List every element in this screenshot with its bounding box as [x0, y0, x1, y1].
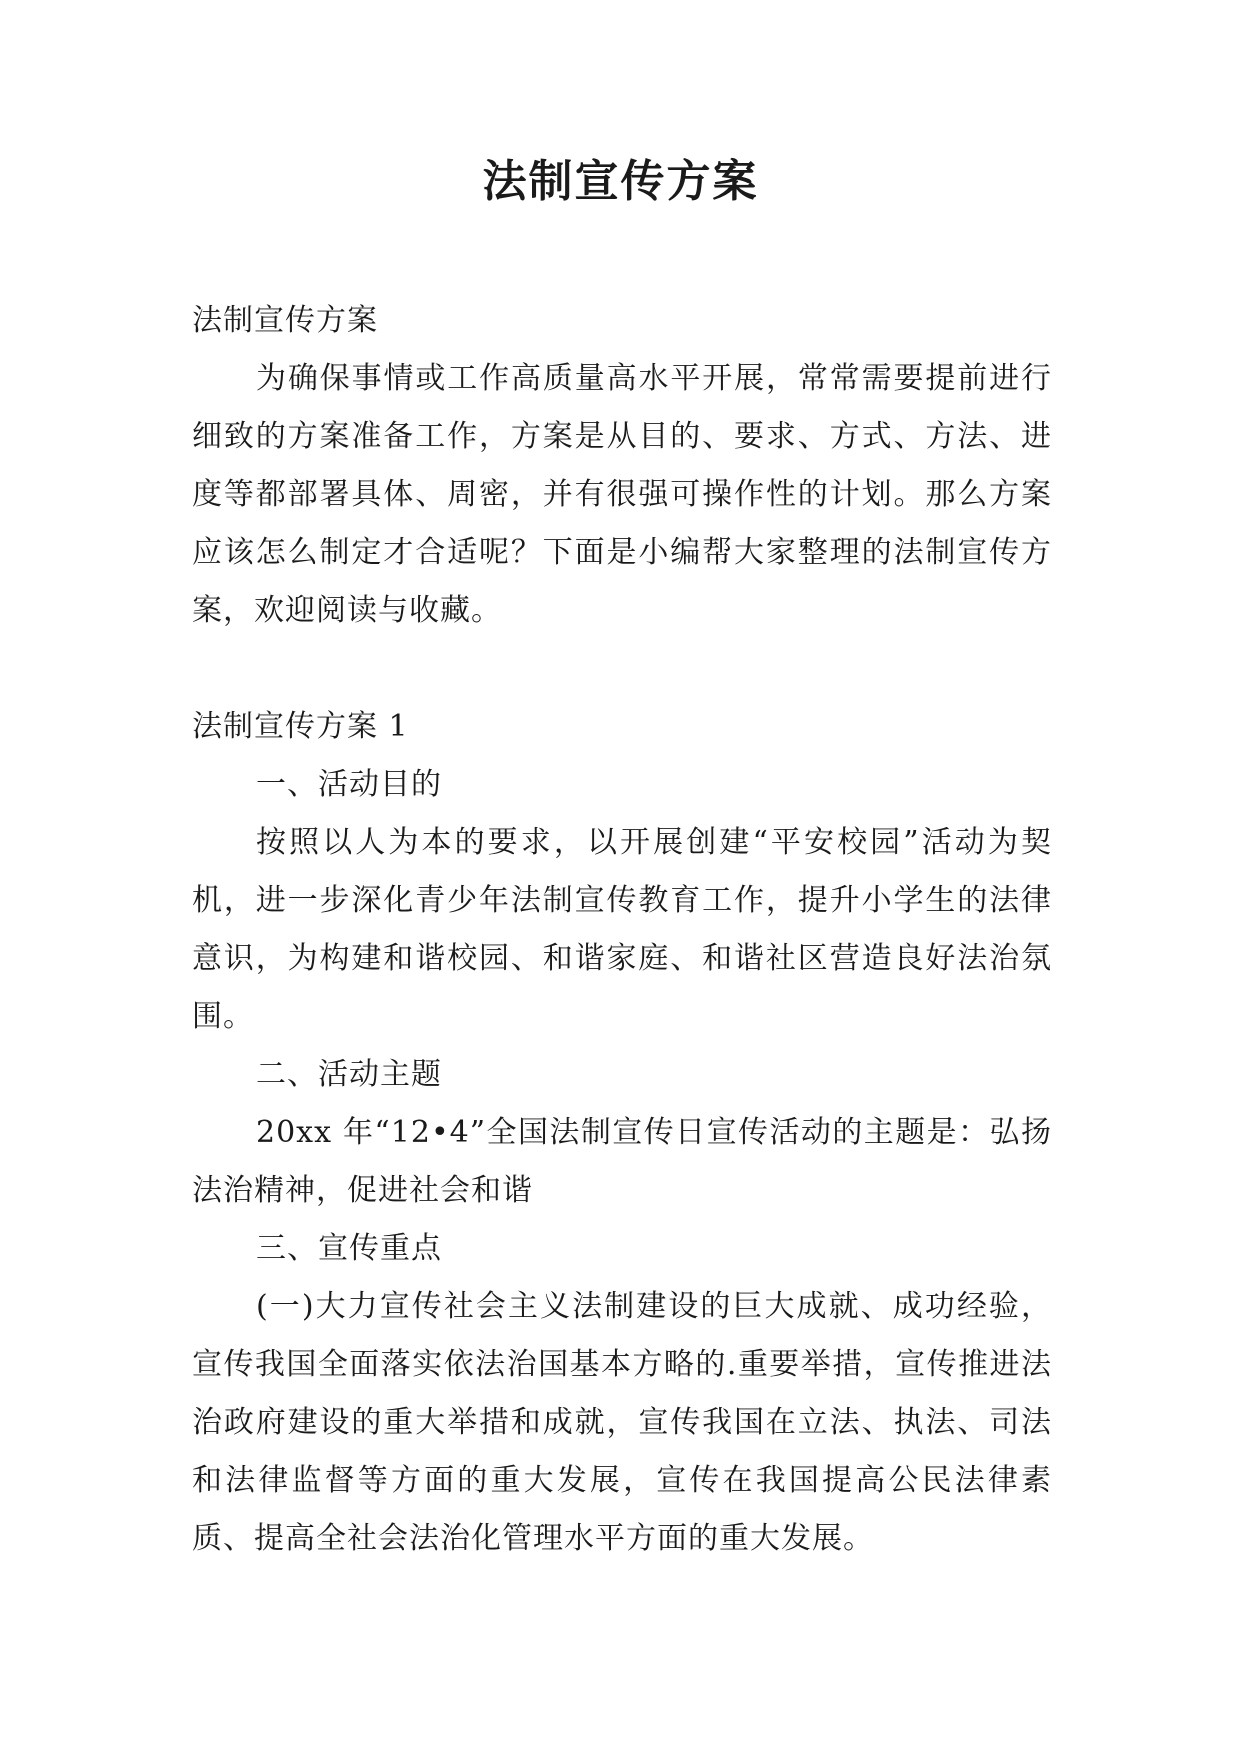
activity-purpose-paragraph: 按照以人为本的要求，以开展创建“平安校园”活动为契机，进一步深化青少年法制宣传教育工作，提升小学生的法律意识，为构建和谐校园、和谐家庭、和谐社区营造良好法治氛围。	[192, 825, 1052, 1034]
heading-activity-purpose: 一、活动目的	[256, 767, 442, 802]
paragraph-spacer	[192, 640, 1052, 698]
activity-theme-paragraph: 20xx 年“12•4”全国法制宣传日宣传活动的主题是：弘扬法治精神，促进社会和谐	[192, 1115, 1052, 1208]
publicity-focus-paragraph: (一)大力宣传社会主义法制建设的巨大成就、成功经验，宣传我国全面落实依法治国基本方略的.重要举措，宣传推进法治政府建设的重大举措和成就，宣传我国在立法、执法、司法和法律监督等方面的重大发展，宣传在我国提高公民法律素质、提高全社会法治化管理水平方面的重大发展。	[192, 1289, 1052, 1556]
document-subtitle: 法制宣传方案	[192, 303, 378, 338]
heading-activity-theme: 二、活动主题	[256, 1057, 442, 1092]
section-title: 法制宣传方案 1	[192, 709, 409, 744]
document-body	[192, 292, 1052, 1568]
intro-paragraph: 为确保事情或工作高质量高水平开展，常常需要提前进行细致的方案准备工作，方案是从目的、要求、方式、方法、进度等都部署具体、周密，并有很强可操作性的计划。那么方案应该怎么制定才合适呢？下面是小编帮大家整理的法制宣传方案，欢迎阅读与收藏。	[192, 361, 1052, 628]
heading-publicity-focus: 三、宣传重点	[256, 1231, 442, 1266]
document-title: 法制宣传方案	[482, 156, 759, 207]
